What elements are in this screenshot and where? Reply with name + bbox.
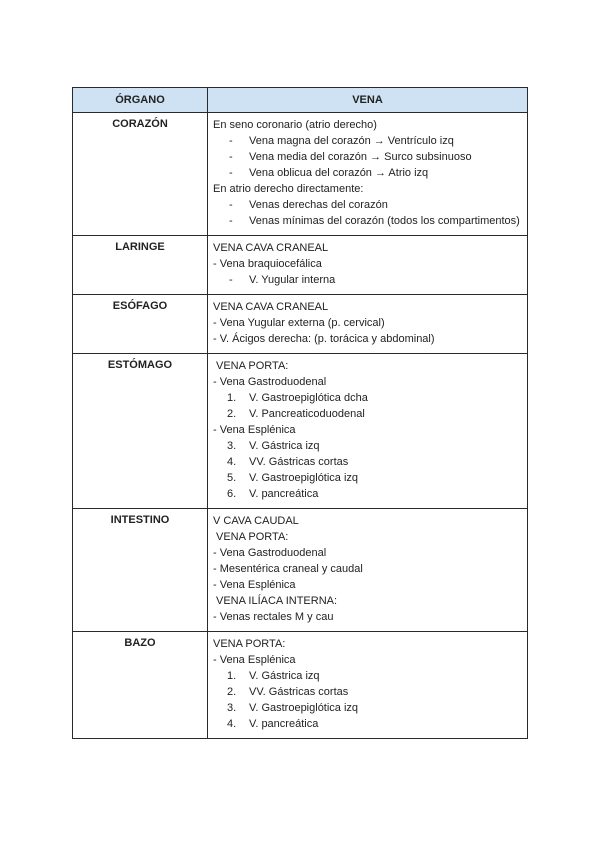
list-number: 2. — [227, 408, 237, 420]
list-number: 2. — [227, 686, 237, 698]
vein-line: En atrio derecho directamente: — [213, 183, 364, 195]
dash-bullet-icon: - — [229, 199, 233, 211]
vein-line: VENA PORTA: — [213, 638, 286, 650]
vein-cell — [208, 354, 528, 509]
organ-cell: BAZO — [73, 632, 208, 739]
vein-line: - Vena Esplénica — [213, 654, 296, 666]
vein-line: - Vena Gastroduodenal — [213, 547, 327, 559]
list-item-text: V. Gastroepiglótica dcha — [249, 392, 368, 404]
list-number: 1. — [227, 392, 237, 404]
list-item-text: Vena media del corazón → Surco subsinuoso — [249, 151, 472, 163]
numbered-list-item — [213, 486, 522, 502]
vein-line: VENA CAVA CRANEAL — [213, 242, 329, 254]
list-number: 4. — [227, 456, 237, 468]
organ-cell: INTESTINO — [73, 509, 208, 632]
numbered-list-item — [213, 716, 522, 732]
table-row — [73, 509, 528, 632]
numbered-list-item — [213, 684, 522, 700]
list-item-text: V. pancreática — [249, 488, 319, 500]
header-row — [73, 88, 528, 113]
dash-list-item — [213, 165, 522, 181]
numbered-list-item — [213, 438, 522, 454]
table-row — [73, 113, 528, 236]
table-row — [73, 354, 528, 509]
list-item-text: V. Gastroepiglótica izq — [249, 472, 359, 484]
dash-list-item — [213, 272, 522, 288]
dash-bullet-icon: - — [229, 151, 233, 163]
numbered-list-item — [213, 668, 522, 684]
list-number: 6. — [227, 488, 237, 500]
numbered-list-item — [213, 390, 522, 406]
table-row — [73, 295, 528, 354]
vein-line: VENA ILÍACA INTERNA: — [216, 595, 338, 607]
dash-bullet-icon: - — [229, 135, 233, 147]
organ-cell: ESTÓMAGO — [73, 354, 208, 509]
dash-bullet-icon: - — [229, 274, 233, 286]
dash-list-item — [213, 197, 522, 213]
list-item-text: VV. Gástricas cortas — [249, 456, 349, 468]
vein-line: En seno coronario (atrio derecho) — [213, 119, 377, 131]
vein-line: - Venas rectales M y cau — [213, 611, 334, 623]
table-row — [73, 632, 528, 739]
list-item-text: V. Gástrica izq — [249, 670, 320, 682]
dash-list-item — [213, 149, 522, 165]
numbered-list-item — [213, 470, 522, 486]
vein-line: V CAVA CAUDAL — [213, 515, 299, 527]
list-item-text: V. pancreática — [249, 718, 319, 730]
vein-cell — [208, 295, 528, 354]
list-item-text: Venas mínimas del corazón (todos los compartimentos) — [249, 215, 520, 227]
numbered-list-item — [213, 454, 522, 470]
list-item-text: V. Pancreaticoduodenal — [249, 408, 365, 420]
table-row — [73, 236, 528, 295]
table-body — [73, 113, 528, 739]
vein-line: - Vena Esplénica — [213, 424, 296, 436]
organ-cell: CORAZÓN — [73, 113, 208, 236]
list-item-text: VV. Gástricas cortas — [249, 686, 349, 698]
dash-bullet-icon: - — [229, 167, 233, 179]
organ-cell: ESÓFAGO — [73, 295, 208, 354]
vein-cell — [208, 509, 528, 632]
vein-cell — [208, 236, 528, 295]
list-item-text: Venas derechas del corazón — [249, 199, 388, 211]
vein-line: - Vena Yugular externa (p. cervical) — [213, 317, 385, 329]
vein-line: VENA PORTA: — [216, 531, 289, 543]
header-vein: VENA — [208, 88, 528, 113]
vein-line: - V. Ácigos derecha: (p. torácica y abdominal) — [213, 333, 435, 345]
vein-line: - Vena braquiocefálica — [213, 258, 322, 270]
list-number: 5. — [227, 472, 237, 484]
list-number: 1. — [227, 670, 237, 682]
vein-line: - Mesentérica craneal y caudal — [213, 563, 363, 575]
vein-line: - Vena Gastroduodenal — [213, 376, 327, 388]
numbered-list-item — [213, 700, 522, 716]
list-item-text: V. Gastroepiglótica izq — [249, 702, 359, 714]
vein-line: VENA CAVA CRANEAL — [213, 301, 329, 313]
dash-bullet-icon: - — [229, 215, 233, 227]
vein-cell — [208, 632, 528, 739]
dash-list-item — [213, 133, 522, 149]
organ-cell: LARINGE — [73, 236, 208, 295]
vein-cell — [208, 113, 528, 236]
header-organ: ÓRGANO — [73, 88, 208, 113]
dash-list-item — [213, 213, 522, 229]
list-item-text: Vena oblicua del corazón → Atrio izq — [249, 167, 429, 179]
list-number: 3. — [227, 702, 237, 714]
list-item-text: V. Gástrica izq — [249, 440, 320, 452]
list-item-text: Vena magna del corazón → Ventrículo izq — [249, 135, 454, 147]
vein-line: - Vena Esplénica — [213, 579, 296, 591]
list-number: 4. — [227, 718, 237, 730]
list-number: 3. — [227, 440, 237, 452]
vein-line: VENA PORTA: — [216, 360, 289, 372]
numbered-list-item — [213, 406, 522, 422]
organ-vein-table — [72, 87, 528, 739]
list-item-text: V. Yugular interna — [249, 274, 336, 286]
